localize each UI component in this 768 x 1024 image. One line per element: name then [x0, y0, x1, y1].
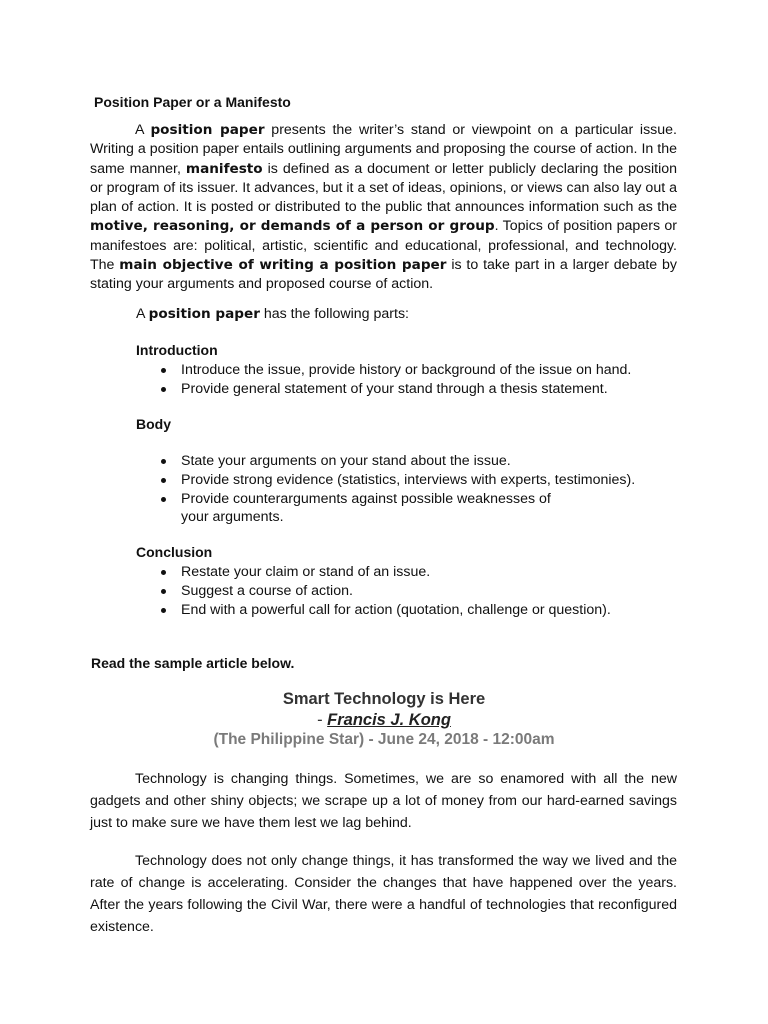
list-item: Provide strong evidence (statistics, interviews with experts, testimonies). [136, 471, 676, 490]
page-title: Position Paper or a Manifesto [94, 94, 291, 110]
conclusion-list [136, 563, 676, 619]
author-name: Francis J. Kong [327, 711, 451, 729]
list-item: Provide general statement of your stand through a thesis statement. [136, 380, 676, 399]
introduction-list [136, 361, 676, 399]
article-paragraph: Technology does not only change things, it has transformed the way we lived and the rate of change is accelerating. Consider the changes that have happened over the years. After the years following the Civil War, there were a handful of technologies that reconfigured existence. [90, 853, 677, 935]
article-source: (The Philippine Star) - June 24, 2018 - 12:00am [213, 731, 555, 748]
read-sample-label: Read the sample article below. [91, 655, 295, 671]
article-title: Smart Technology is Here [282, 690, 486, 708]
article-author: - Francis J. Kong [317, 711, 451, 729]
list-item: Provide counterarguments against possible weaknesses of your arguments. [136, 490, 676, 528]
parts-intro-line: A position paper has the following parts: [136, 306, 409, 322]
intro-paragraph: A position paper presents the writer’s stand or viewpoint on a particular issue. Writing a position paper entails outlining arguments and proposing the course of action. In the same manner, manifesto is defined as a document or letter publicly declaring the position or program of its issuer. It advances, but it a set of ideas, opinions, or views can also lay out a plan of action. It is posted or distributed to the public that announces information such as the motive, reasoning, or demands of a person or group. Topics of position papers or manifestoes are: political, artistic, scientific and educational, professional, and technology. The main objective of writing a position paper is to take part in a larger debate by stating your arguments and proposed course of action. [90, 122, 677, 293]
list-item: Restate your claim or stand of an issue. [136, 563, 676, 582]
conclusion-heading: Conclusion [136, 544, 213, 560]
body-list [136, 452, 676, 527]
list-item: Suggest a course of action. [136, 582, 676, 601]
article-paragraph: Technology is changing things. Sometimes, we are so enamored with all the new gadgets and other shiny objects; we scrape up a lot of money from our hard-earned savings just to make sure we have them lest we lag behind. [90, 771, 677, 831]
list-item: Introduce the issue, provide history or background of the issue on hand. [136, 361, 676, 380]
body-heading: Body [136, 416, 171, 432]
list-item: State your arguments on your stand about the issue. [136, 452, 676, 471]
introduction-heading: Introduction [136, 342, 218, 358]
list-item: End with a powerful call for action (quotation, challenge or question). [136, 601, 676, 620]
